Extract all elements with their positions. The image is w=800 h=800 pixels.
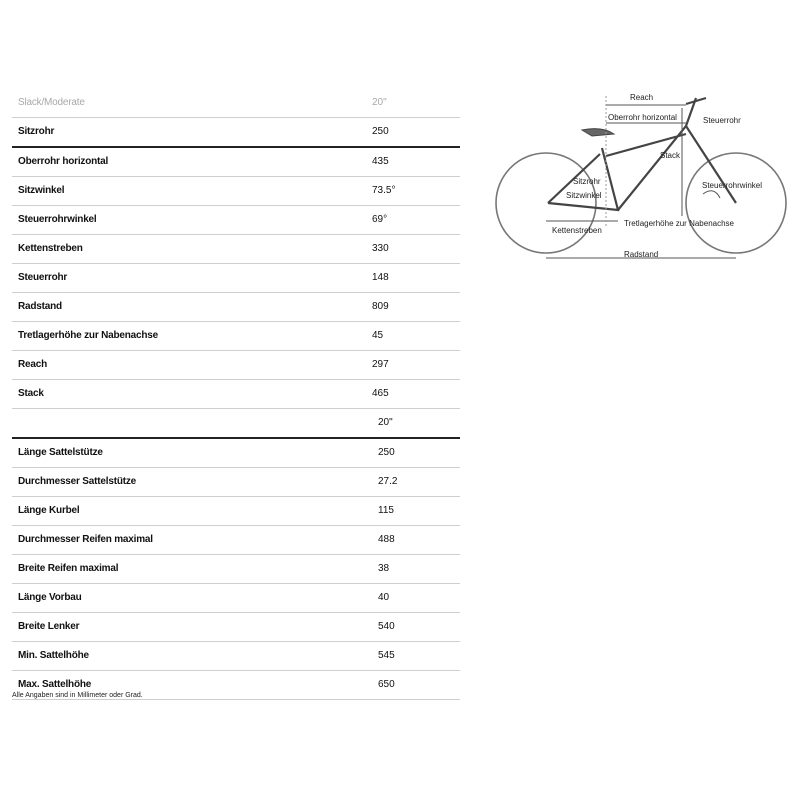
- row-label: Steuerrohrwinkel: [18, 214, 97, 225]
- table-row: [12, 206, 460, 235]
- row-value: 73.5°: [372, 185, 396, 196]
- row-value: 545: [378, 650, 395, 661]
- bike-geometry-diagram: [490, 86, 790, 276]
- mode-label: Slack/Moderate: [18, 97, 85, 108]
- table-row: [12, 264, 460, 293]
- row-label: Max. Sattelhöhe: [18, 679, 92, 690]
- label-kettenstreben: Kettenstreben: [552, 226, 602, 235]
- row-value: 148: [372, 272, 389, 283]
- table-row: [12, 642, 460, 671]
- geometry-table: [12, 89, 460, 700]
- row-label: Stack: [18, 388, 44, 399]
- table-row: [12, 235, 460, 264]
- row-label: Kettenstreben: [18, 243, 83, 254]
- label-tretlager: Tretlagerhöhe zur Nabenachse: [624, 219, 734, 228]
- row-value: 330: [372, 243, 389, 254]
- table1-header-row: [12, 89, 460, 118]
- row-label: Sitzrohr: [18, 126, 55, 137]
- row-value: 435: [372, 156, 389, 167]
- table-row: [12, 555, 460, 584]
- row-label: Durchmesser Reifen maximal: [18, 534, 153, 545]
- saddle: [582, 129, 614, 136]
- row-value: 540: [378, 621, 395, 632]
- table2-header-row: [12, 409, 460, 439]
- table-row: [12, 526, 460, 555]
- row-value: 250: [378, 447, 395, 458]
- row-label: Oberrohr horizontal: [18, 156, 109, 167]
- rear-wheel: [496, 153, 596, 253]
- label-steuerrohrwinkel: Steuerrohrwinkel: [702, 181, 763, 190]
- table-row: [12, 380, 460, 409]
- row-value: 297: [372, 359, 389, 370]
- row-value: 650: [378, 679, 395, 690]
- angle-arc: [703, 191, 720, 198]
- row-value: 40: [378, 592, 390, 603]
- size-header: 20": [372, 97, 387, 108]
- row-label: Min. Sattelhöhe: [18, 650, 89, 661]
- row-label: Tretlagerhöhe zur Nabenachse: [18, 330, 159, 341]
- row-label: Länge Vorbau: [18, 592, 82, 603]
- row-label: Durchmesser Sattelstütze: [18, 476, 137, 487]
- label-oberrohr: Oberrohr horizontal: [608, 113, 677, 122]
- label-sitzwinkel: Sitzwinkel: [566, 191, 602, 200]
- row-label: Länge Kurbel: [18, 505, 80, 516]
- row-value: 38: [378, 563, 390, 574]
- row-label: Steuerrohr: [18, 272, 68, 283]
- row-value: 69°: [372, 214, 388, 225]
- row-label: Sitzwinkel: [18, 185, 65, 196]
- label-stack: Stack: [660, 151, 681, 160]
- row-value: 115: [378, 505, 394, 516]
- row-label: Breite Reifen maximal: [18, 563, 119, 574]
- footnote: Alle Angaben sind in Millimeter oder Grad.: [12, 692, 143, 699]
- table-row: [12, 148, 460, 177]
- row-label: Breite Lenker: [18, 621, 80, 632]
- row-label: Radstand: [18, 301, 62, 312]
- table-row: [12, 468, 460, 497]
- label-reach: Reach: [630, 93, 654, 102]
- table-row: [12, 351, 460, 380]
- row-label: Länge Sattelstütze: [18, 447, 103, 458]
- label-radstand: Radstand: [624, 250, 659, 259]
- row-value: 250: [372, 126, 389, 137]
- label-steuerrohr: Steuerrohr: [703, 116, 741, 125]
- table-row: [12, 293, 460, 322]
- table-row: [12, 497, 460, 526]
- table-row: [12, 439, 460, 468]
- table-row: [12, 584, 460, 613]
- row-label: Reach: [18, 359, 48, 370]
- table-row: [12, 322, 460, 351]
- table-row: [12, 177, 460, 206]
- row-value: 27.2: [378, 476, 398, 487]
- table-row: [12, 613, 460, 642]
- row-value: 488: [378, 534, 395, 545]
- row-value: 809: [372, 301, 389, 312]
- row-value: 465: [372, 388, 389, 399]
- label-sitzrohr: Sitzrohr: [573, 177, 601, 186]
- size-header-2: 20": [378, 417, 393, 428]
- row-value: 45: [372, 330, 384, 341]
- table-row: [12, 118, 460, 148]
